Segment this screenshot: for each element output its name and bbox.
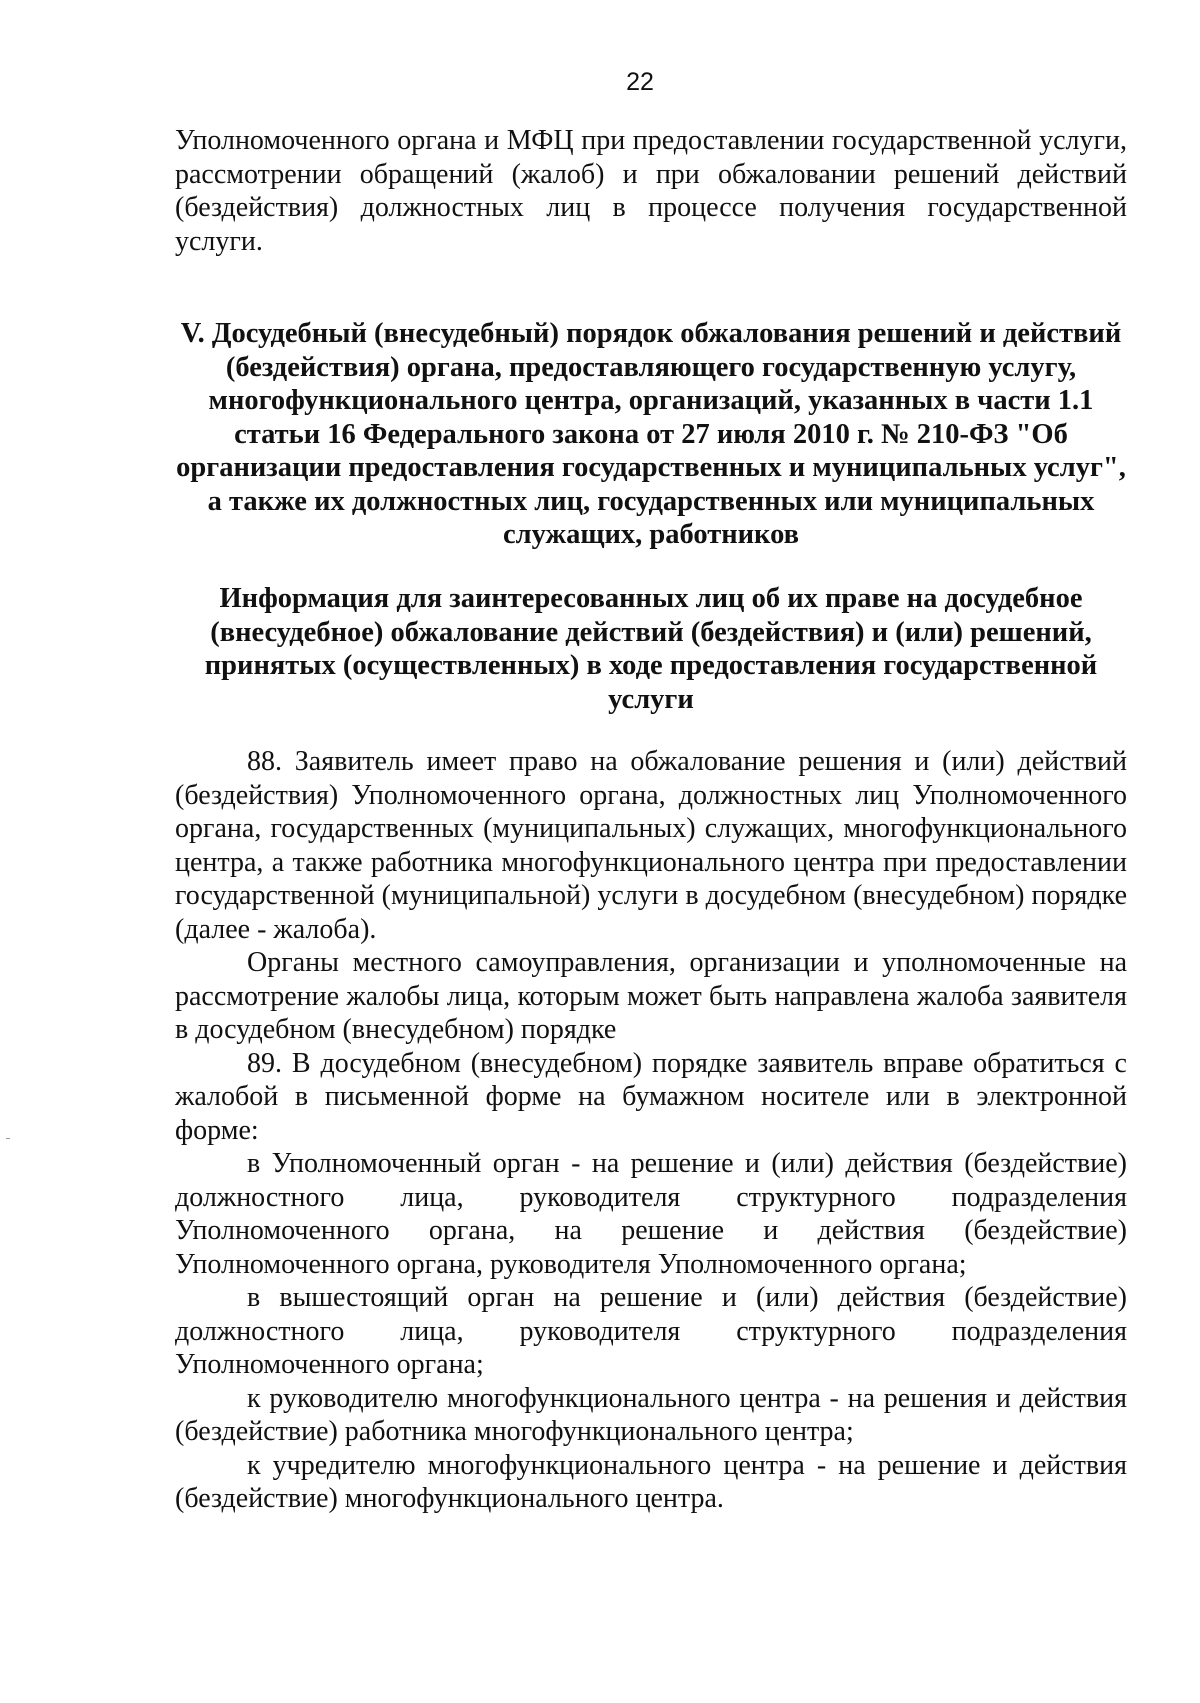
body-text: [175, 745, 1127, 1516]
paragraph-88: 88. Заявитель имеет право на обжалование решения и (или) действий (бездействия) Уполномоченного органа, должностных лиц Уполномоченного органа, государственных (муниципальных) служащих, многофункционального центра, а также работника многофункционального центра при предоставлении государственной (муниципальной) услуги в досудебном (внесудебном) порядке (далее - жалоба).: [175, 746, 1127, 945]
margin-mark: [6, 1138, 10, 1139]
paragraph-higher-body: в вышестоящий орган на решение и (или) действия (бездействие) должностного лица, руководителя структурного подразделения Уполномоченного органа;: [175, 1282, 1127, 1380]
paragraph-mfc-head: к руководителю многофункционального центра - на решения и действия (бездействие) работника многофункционального центра;: [175, 1382, 1127, 1447]
page-number: 22: [626, 68, 654, 96]
paragraph-mfc-founder: к учредителю многофункционального центра - на решение и действия (бездействие) многофункционального центра.: [175, 1449, 1127, 1514]
paragraph-authorities: Органы местного самоуправления, организации и уполномоченные на рассмотрение жалобы лица, которым может быть направлена жалоба заявителя в досудебном (внесудебном) порядке: [175, 947, 1127, 1045]
intro-paragraph: Уполномоченного органа и МФЦ при предоставлении государственной услуги, рассмотрении обращений (жалоб) и при обжаловании решений действий (бездействия) должностных лиц в процессе получения государственной услуги.: [175, 125, 1127, 257]
section-subheading: Информация для заинтересованных лиц об их праве на досудебное (внесудебное) обжалование действий (бездействия) и (или) решений, принятых (осуществленных) в ходе предоставления государственной услуги: [204, 583, 1098, 715]
paragraph-89: 89. В досудебном (внесудебном) порядке заявитель вправе обратиться с жалобой в письменной форме на бумажном носителе или в электронной форме:: [175, 1047, 1127, 1146]
paragraph-authorized-body: в Уполномоченный орган - на решение и (или) действия (бездействие) должностного лица, руководителя структурного подразделения Уполномоченного органа, на решение и действия (бездействие) Уполномоченного органа, руководителя Уполномоченного органа;: [175, 1148, 1127, 1280]
section-heading: V. Досудебный (внесудебный) порядок обжалования решений и действий (бездействия) органа, предоставляющего государственную услугу, многофункционального центра, организаций, указанных в части 1.1 статьи 16 Федерального закона от 27 июля 2010 г. № 210-ФЗ "Об организации предоставления государственных и муниципальных услуг", а также их должностных лиц, государственных или муниципальных служащих, работников: [176, 318, 1126, 550]
